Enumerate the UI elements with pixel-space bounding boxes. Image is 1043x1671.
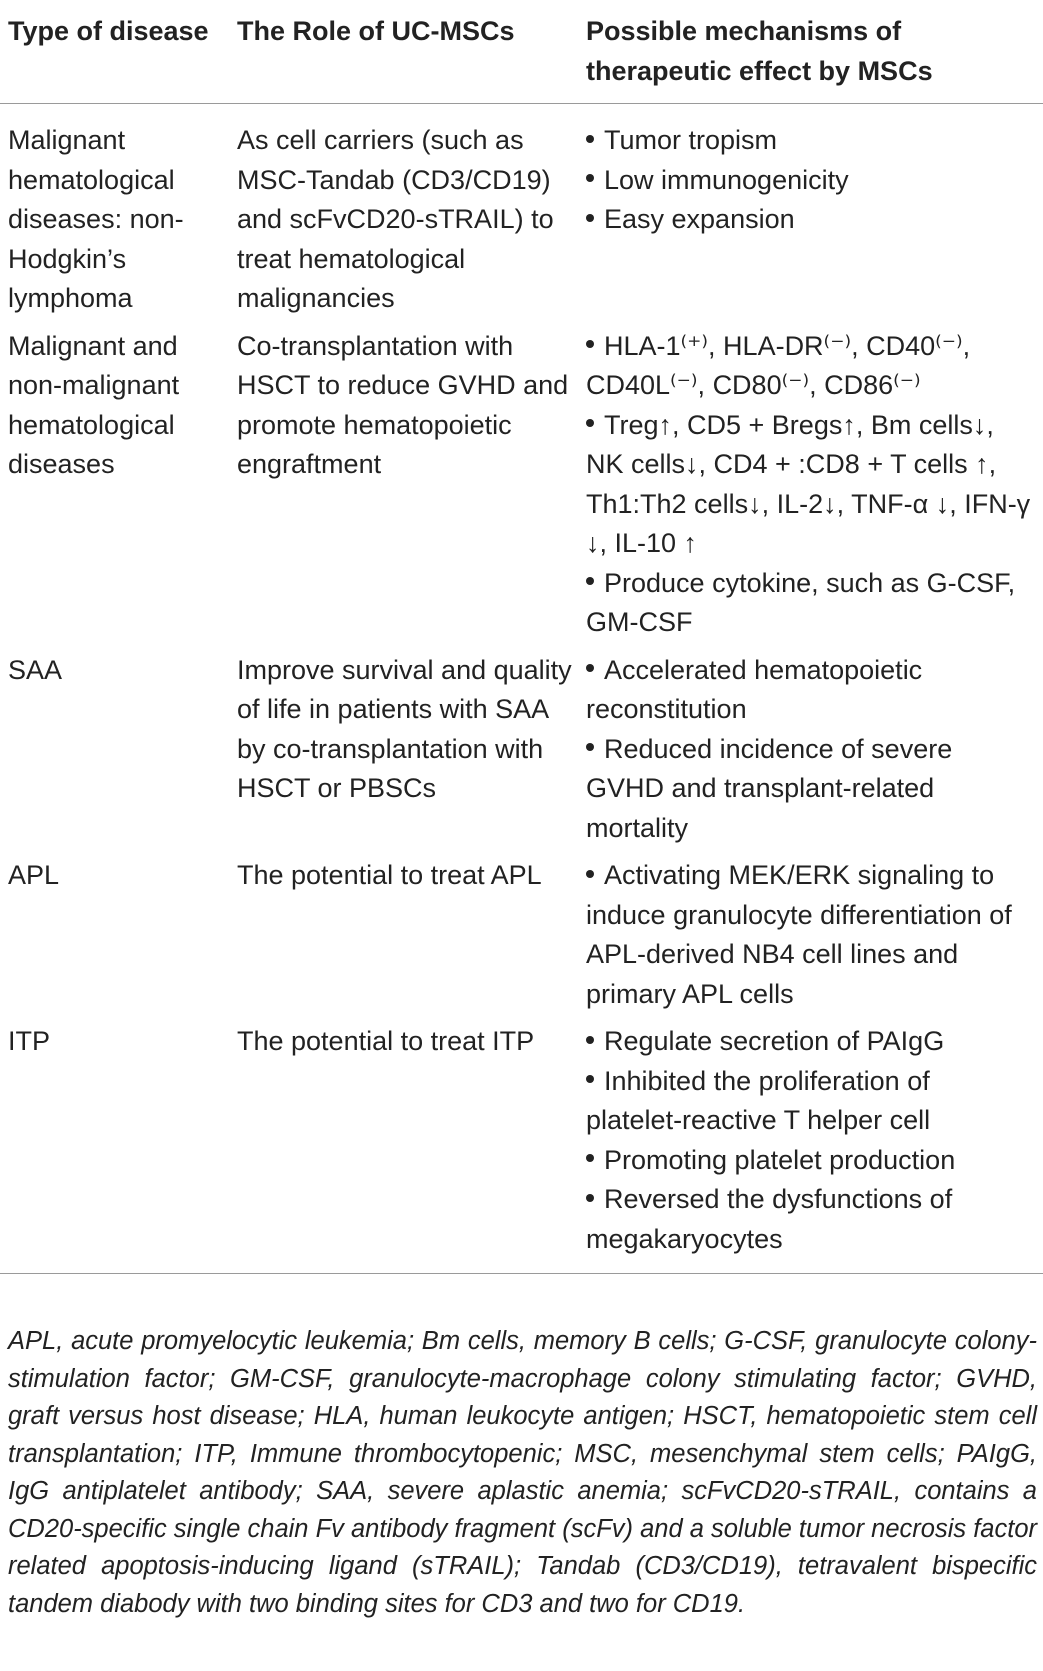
table-row	[0, 643, 1043, 849]
mechanism-item: Tumor tropism	[586, 121, 1033, 161]
cell-role: The potential to treat ITP	[229, 1014, 578, 1274]
cell-disease: Malignant hematological diseases: non-Hodgkin’s lymphoma	[8, 125, 184, 313]
mechanism-item: Activating MEK/ERK signaling to induce granulocyte differentiation of APL-derived NB4 cell lines and primary APL cells	[586, 860, 1012, 1009]
bullet-icon	[586, 577, 594, 585]
cell-role: As cell carriers (such as MSC-Tandab (CD3/CD19) and scFvCD20-sTRAIL) to treat hematological malignancies	[237, 125, 554, 313]
mechanism-item: Treg↑, CD5 + Bregs↑, Bm cells↓, NK cells↓, CD4 + :CD8 + T cells ↑, Th1:Th2 cells↓, IL-2↓, TNF-α ↓, IFN-γ ↓, IL-10 ↑	[586, 409, 1031, 558]
mechanism-item: Reduced incidence of severe GVHD and transplant-related mortality	[586, 733, 953, 843]
header-role: The Role of UC-MSCs	[229, 12, 578, 104]
bullet-icon	[586, 664, 594, 672]
mechanism-item: HLA-1⁽⁺⁾, HLA-DR⁽⁻⁾, CD40⁽⁻⁾, CD40L⁽⁻⁾, CD80⁽⁻⁾, CD86⁽⁻⁾	[586, 330, 971, 400]
bullet-icon	[586, 340, 594, 348]
cell-disease: ITP	[0, 1014, 229, 1274]
cell-mechanisms	[578, 104, 1043, 319]
mechanism-item: Regulate secretion of PAIgG	[586, 1022, 1033, 1062]
table-row	[0, 848, 1043, 1014]
bullet-icon	[586, 1194, 594, 1202]
bullet-icon	[586, 214, 594, 222]
mechanism-item: Reversed the dysfunctions of megakaryocytes	[586, 1184, 953, 1254]
mechanism-item: Inhibited the proliferation of platelet-reactive T helper cell	[586, 1065, 931, 1135]
msc-table	[0, 12, 1043, 1274]
cell-role: The potential to treat APL	[237, 860, 542, 890]
cell-mechanisms	[578, 319, 1043, 643]
table-footnote: APL, acute promyelocytic leukemia; Bm cells, memory B cells; G-CSF, granulocyte colony-stimulation factor; GM-CSF, granulocyte-macrophage colony stimulating factor; GVHD, graft versus host disease; HLA, human leukocyte antigen; HSCT, hematopoietic stem cell transplantation; ITP, Immune thrombocytopenic; MSC, mesenchymal stem cells; PAIgG, IgG antiplatelet antibody; SAA, severe aplastic anemia; scFvCD20-sTRAIL, contains a CD20-specific single chain Fv antibody fragment (scFv) and a soluble tumor necrosis factor related apoptosis-inducing ligand (sTRAIL); Tandab (CD3/CD19), tetravalent bispecific tandem diabody with two binding sites for CD3 and two for CD19.	[8, 1327, 1037, 1618]
header-type-of-disease: Type of disease	[0, 12, 229, 104]
cell-disease: APL	[8, 860, 60, 890]
mechanism-item: Easy expansion	[586, 200, 1033, 240]
mechanism-item: Produce cytokine, such as G-CSF, GM-CSF	[586, 567, 1016, 637]
bullet-icon	[586, 174, 594, 182]
cell-mechanisms	[578, 1014, 1043, 1274]
mechanism-item: Accelerated hematopoietic reconstitution	[586, 654, 923, 724]
cell-disease: Malignant and non-malignant hematological diseases	[8, 330, 180, 479]
table-header-row	[0, 12, 1043, 104]
cell-disease: SAA	[8, 654, 63, 685]
mechanism-item: Low immunogenicity	[586, 161, 1033, 201]
bullet-icon	[586, 743, 594, 751]
bullet-icon	[586, 1036, 594, 1044]
cell-role: Co-transplantation with HSCT to reduce GVHD and promote hematopoietic engraftment	[237, 330, 569, 479]
mechanism-item: Promoting platelet production	[586, 1141, 1033, 1181]
cell-role: Improve survival and quality of life in patients with SAA by co-transplantation with HSCT or PBSCs	[237, 654, 572, 803]
bullet-icon	[586, 870, 594, 878]
header-mechanisms: Possible mechanisms of therapeutic effect by MSCs	[578, 12, 1043, 104]
bullet-icon	[586, 419, 594, 427]
table-row	[0, 104, 1043, 319]
cell-mechanisms	[578, 643, 1043, 849]
bullet-icon	[586, 135, 594, 143]
cell-mechanisms	[578, 848, 1043, 1014]
bullet-icon	[586, 1075, 594, 1083]
table-row	[0, 1014, 1043, 1274]
table-row	[0, 319, 1043, 643]
bullet-icon	[586, 1154, 594, 1162]
